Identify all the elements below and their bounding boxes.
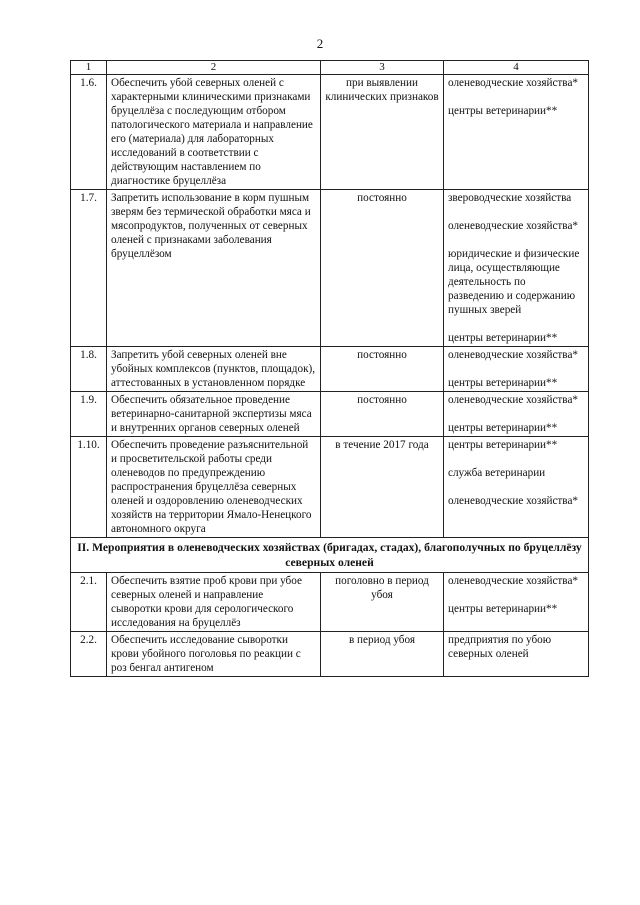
row-action: Запретить убой северных оленей вне убойных комплексов (пунктов, площадок), аттестованных в установленном порядке bbox=[107, 346, 321, 391]
row-responsible bbox=[444, 572, 589, 631]
responsible-gap bbox=[448, 480, 584, 494]
responsible-gap bbox=[448, 205, 584, 219]
responsible-entry: предприятия по убою северных оленей bbox=[448, 633, 552, 660]
responsible-entry: центры ветеринарии** bbox=[448, 602, 558, 615]
table-row bbox=[71, 631, 589, 676]
responsible-entry: центры ветеринарии** bbox=[448, 104, 558, 117]
row-responsible bbox=[444, 189, 589, 346]
table-row bbox=[71, 436, 589, 537]
responsible-entry: центры ветеринарии** bbox=[448, 438, 558, 451]
section-title: II. Мероприятия в оленеводческих хозяйствах (бригадах, стадах), благополучных по бруцеллёзу северных оленей bbox=[71, 537, 589, 572]
row-number: 1.10. bbox=[71, 436, 107, 537]
responsible-entry: оленеводческие хозяйства* bbox=[448, 574, 578, 587]
row-responsible bbox=[444, 436, 589, 537]
responsible-entry: оленеводческие хозяйства* bbox=[448, 219, 578, 232]
row-action: Обеспечить проведение разъяснительной и просветительской работы среди оленеводов по предупреждению распространения бруцеллёза северных оленей и оздоровлению оленеводческих хозяйств на территории Ямало-Ненецкого автономного округа bbox=[107, 436, 321, 537]
header-col-3: 3 bbox=[321, 61, 444, 75]
table-header-row bbox=[71, 61, 589, 75]
responsible-entry: юридические и физические лица, осуществляющие деятельность по разведению и содержанию пушных зверей bbox=[448, 247, 580, 316]
row-number: 2.1. bbox=[71, 572, 107, 631]
responsible-gap bbox=[448, 588, 584, 602]
row-action: Запретить использование в корм пушным зверям без термической обработки мяса и мясопродуктов, полученных от северных оленей с признаками заболевания бруцеллёзом bbox=[107, 189, 321, 346]
row-number: 1.8. bbox=[71, 346, 107, 391]
header-col-4: 4 bbox=[444, 61, 589, 75]
responsible-gap bbox=[448, 90, 584, 104]
row-number: 1.7. bbox=[71, 189, 107, 346]
row-number: 1.6. bbox=[71, 74, 107, 189]
responsible-gap bbox=[448, 452, 584, 466]
header-col-1: 1 bbox=[71, 61, 107, 75]
row-deadline: поголовно в период убоя bbox=[321, 572, 444, 631]
responsible-gap bbox=[448, 362, 584, 376]
table-row bbox=[71, 74, 589, 189]
responsible-entry: служба ветеринарии bbox=[448, 466, 546, 479]
page-number: 2 bbox=[316, 36, 324, 51]
row-number: 1.9. bbox=[71, 391, 107, 436]
table-row bbox=[71, 391, 589, 436]
row-responsible bbox=[444, 74, 589, 189]
row-deadline: в период убоя bbox=[321, 631, 444, 676]
responsible-gap bbox=[448, 407, 584, 421]
table-row bbox=[71, 572, 589, 631]
row-action: Обеспечить взятие проб крови при убое северных оленей и направление сыворотки крови для серологического исследования на бруцеллёз bbox=[107, 572, 321, 631]
row-deadline: в течение 2017 года bbox=[321, 436, 444, 537]
responsible-entry: оленеводческие хозяйства* bbox=[448, 494, 578, 507]
table-row bbox=[71, 346, 589, 391]
row-responsible bbox=[444, 631, 589, 676]
row-deadline: при выявлении клинических признаков bbox=[321, 74, 444, 189]
responsible-entry: центры ветеринарии** bbox=[448, 376, 558, 389]
row-deadline: постоянно bbox=[321, 391, 444, 436]
row-responsible bbox=[444, 391, 589, 436]
responsible-entry: центры ветеринарии** bbox=[448, 421, 558, 434]
header-col-2: 2 bbox=[107, 61, 321, 75]
row-action: Обеспечить обязательное проведение ветеринарно-санитарной экспертизы мяса и внутренних органов северных оленей bbox=[107, 391, 321, 436]
row-number: 2.2. bbox=[71, 631, 107, 676]
section-row bbox=[71, 537, 589, 572]
responsible-entry: звероводческие хозяйства bbox=[448, 191, 572, 204]
responsible-gap bbox=[448, 233, 584, 247]
row-responsible bbox=[444, 346, 589, 391]
responsible-entry: оленеводческие хозяйства* bbox=[448, 393, 578, 406]
row-deadline: постоянно bbox=[321, 346, 444, 391]
responsible-gap bbox=[448, 317, 584, 331]
measures-table bbox=[70, 60, 589, 677]
responsible-entry: оленеводческие хозяйства* bbox=[448, 348, 578, 361]
responsible-entry: центры ветеринарии** bbox=[448, 331, 558, 344]
table-row bbox=[71, 189, 589, 346]
responsible-entry: оленеводческие хозяйства* bbox=[448, 76, 578, 89]
row-deadline: постоянно bbox=[321, 189, 444, 346]
row-action: Обеспечить исследование сыворотки крови убойного поголовья по реакции с роз бенгал антигеном bbox=[107, 631, 321, 676]
row-action: Обеспечить убой северных оленей с характерными клиническими признаками бруцеллёза с последующим отбором патологического материала и направление его (материала) для лабораторных исследований в соответствии с действующим наставлением по диагностике бруцеллёза bbox=[107, 74, 321, 189]
